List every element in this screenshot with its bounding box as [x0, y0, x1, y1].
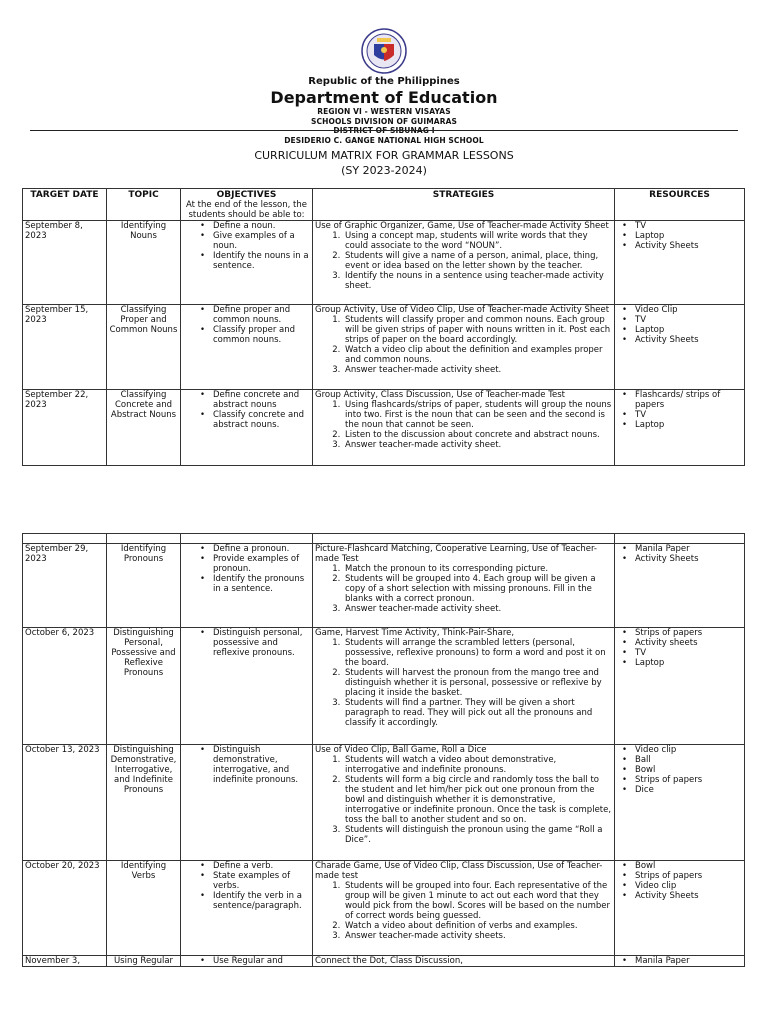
- objective-item: • Define a pronoun.: [213, 544, 310, 554]
- target-date-cell: September 29, 2023: [23, 544, 107, 628]
- objective-item: • Classify proper and common nouns.: [213, 325, 310, 345]
- resource-item: • Manila Paper: [635, 544, 742, 554]
- target-date-cell: November 3,: [23, 956, 107, 967]
- strategy-step: 2. Watch a video about definition of verbs and examples.: [343, 921, 612, 931]
- resource-item: • TV: [635, 221, 742, 231]
- topic-cell: Using Regular: [107, 956, 181, 967]
- objectives-cell: [181, 390, 313, 466]
- resources-cell: [615, 861, 745, 956]
- strategy-steps-list: [315, 564, 612, 614]
- strategies-cell: [313, 305, 615, 390]
- strategy-intro: Connect the Dot, Class Discussion,: [315, 956, 463, 966]
- table-row: [23, 390, 745, 466]
- republic-line: Republic of the Philippines: [308, 76, 460, 87]
- header-resources: RESOURCES: [615, 189, 745, 221]
- table-header-row: [23, 189, 745, 221]
- resources-list: [617, 390, 742, 430]
- resource-item: • Activity Sheets: [635, 891, 742, 901]
- resources-cell: [615, 305, 745, 390]
- school-line: DESIDERIO C. GANGE NATIONAL HIGH SCHOOL: [284, 135, 484, 145]
- resources-list: [617, 628, 742, 668]
- strategy-step: 3. Answer teacher-made activity sheets.: [343, 931, 612, 941]
- header-strategies: STRATEGIES: [313, 189, 615, 221]
- strategy-intro: Use of Video Clip, Ball Game, Roll a Dice: [315, 745, 487, 755]
- resources-list: [617, 221, 742, 251]
- strategy-step: 1. Using a concept map, students will write words that they could associate to the word “NOUN”.: [343, 231, 612, 251]
- objective-item: • Give examples of a noun.: [213, 231, 310, 251]
- resource-item: • Laptop: [635, 658, 742, 668]
- objectives-cell: [181, 544, 313, 628]
- resources-list: [617, 745, 742, 795]
- objectives-list: [183, 745, 310, 785]
- resource-item: • Video clip: [635, 745, 742, 755]
- objective-item: • Define concrete and abstract nouns: [213, 390, 310, 410]
- strategies-cell: [313, 544, 615, 628]
- strategies-cell: [313, 628, 615, 745]
- objectives-cell: [181, 956, 313, 967]
- objectives-cell: [181, 628, 313, 745]
- curriculum-table-page-1: [22, 188, 745, 466]
- table-row: [23, 956, 745, 967]
- blank-cell: [107, 534, 181, 544]
- objective-item: • State examples of verbs.: [213, 871, 310, 891]
- blank-cell: [181, 534, 313, 544]
- resources-list: [617, 544, 742, 564]
- objective-item: • Provide examples of pronoun.: [213, 554, 310, 574]
- title-line-1: CURRICULUM MATRIX FOR GRAMMAR LESSONS: [254, 149, 514, 162]
- strategy-step: 1. Using flashcards/strips of paper, students will group the nouns into two. First is the noun that can be seen and the second is the noun that cannot be seen.: [343, 400, 612, 430]
- table-row: [23, 221, 745, 305]
- objectives-list: [183, 628, 310, 658]
- resource-item: • TV: [635, 315, 742, 325]
- target-date-cell: October 20, 2023: [23, 861, 107, 956]
- strategy-step: 2. Students will harvest the pronoun from the mango tree and distinguish whether it is personal, possessive or reflexive by placing it inside the basket.: [343, 668, 612, 698]
- resource-item: • Manila Paper: [635, 956, 742, 966]
- blank-header-row: [23, 534, 745, 544]
- objective-item: • Identify the pronouns in a sentence.: [213, 574, 310, 594]
- objective-item: • Define proper and common nouns.: [213, 305, 310, 325]
- resources-cell: [615, 390, 745, 466]
- target-date-cell: October 13, 2023: [23, 745, 107, 861]
- strategy-steps-list: [315, 400, 612, 450]
- resources-cell: [615, 628, 745, 745]
- table-row: [23, 861, 745, 956]
- strategy-step: 3. Answer teacher-made activity sheet.: [343, 604, 612, 614]
- target-date-cell: September 22, 2023: [23, 390, 107, 466]
- title-line-2: (SY 2023-2024): [341, 164, 427, 177]
- strategy-intro: Group Activity, Use of Video Clip, Use of Teacher-made Activity Sheet: [315, 305, 610, 315]
- objectives-list: [183, 305, 310, 345]
- header-topic: TOPIC: [107, 189, 181, 221]
- resource-item: • Video clip: [635, 881, 742, 891]
- resources-list: [617, 861, 742, 901]
- strategy-step: 2. Listen to the discussion about concrete and abstract nouns.: [343, 430, 612, 440]
- strategy-step: 1. Students will arrange the scrambled letters (personal, possessive, reflexive pronouns) to form a word and post it on the board.: [343, 638, 612, 668]
- resource-item: • Ball: [635, 755, 742, 765]
- objectives-list: [183, 861, 310, 911]
- objectives-list: [183, 390, 310, 430]
- table-body-page-1: [23, 221, 745, 466]
- strategies-cell: [313, 861, 615, 956]
- strategy-step: 1. Students will classify proper and common nouns. Each group will be given strips of paper with nouns written in it. Post each strips of paper on the board accordingly.: [343, 315, 612, 345]
- resource-item: • TV: [635, 648, 742, 658]
- target-date-cell: September 15, 2023: [23, 305, 107, 390]
- department-name: Department of Education: [270, 88, 498, 107]
- resource-item: • Strips of papers: [635, 628, 742, 638]
- strategy-intro: Picture-Flashcard Matching, Cooperative Learning, Use of Teacher-made Test: [315, 544, 597, 564]
- resource-item: • Laptop: [635, 231, 742, 241]
- header-target-date: TARGET DATE: [23, 189, 107, 221]
- resource-item: • Activity Sheets: [635, 335, 742, 345]
- objective-item: • Distinguish personal, possessive and reflexive pronouns.: [213, 628, 310, 658]
- resources-list: [617, 956, 742, 966]
- resource-item: • Dice: [635, 785, 742, 795]
- objective-item: • Identify the nouns in a sentence.: [213, 251, 310, 271]
- objectives-cell: [181, 745, 313, 861]
- table-row: [23, 628, 745, 745]
- objectives-cell: [181, 861, 313, 956]
- strategy-step: 3. Answer teacher-made activity sheet.: [343, 365, 612, 375]
- objective-item: • Use Regular and: [213, 956, 310, 966]
- blank-cell: [313, 534, 615, 544]
- strategy-step: 1. Match the pronoun to its corresponding picture.: [343, 564, 612, 574]
- topic-cell: Classifying Concrete and Abstract Nouns: [107, 390, 181, 466]
- strategy-steps-list: [315, 231, 612, 291]
- topic-cell: Distinguishing Personal, Possessive and Reflexive Pronouns: [107, 628, 181, 745]
- division-line: SCHOOLS DIVISION OF GUIMARAS: [311, 116, 457, 126]
- header-objectives: [181, 189, 313, 221]
- resource-item: • Flashcards/ strips of papers: [635, 390, 742, 410]
- strategies-cell: [313, 745, 615, 861]
- resources-cell: [615, 544, 745, 628]
- objective-item: • Identify the verb in a sentence/paragraph.: [213, 891, 310, 911]
- objectives-list: [183, 221, 310, 271]
- blank-cell: [615, 534, 745, 544]
- objective-item: • Define a verb.: [213, 861, 310, 871]
- topic-cell: Identifying Verbs: [107, 861, 181, 956]
- resources-cell: [615, 745, 745, 861]
- strategy-intro: Game, Harvest Time Activity, Think-Pair-Share,: [315, 628, 515, 638]
- strategy-step: 1. Students will watch a video about demonstrative, interrogative and indefinite pronouns.: [343, 755, 612, 775]
- topic-cell: Classifying Proper and Common Nouns: [107, 305, 181, 390]
- resource-item: • Strips of papers: [635, 871, 742, 881]
- resource-item: • Video Clip: [635, 305, 742, 315]
- strategy-step: 3. Answer teacher-made activity sheet.: [343, 440, 612, 450]
- strategy-step: 2. Watch a video clip about the definition and examples proper and common nouns.: [343, 345, 612, 365]
- strategy-step: 2. Students will form a big circle and randomly toss the ball to the student and let him/her pick out one pronoun from the bowl and distinguish whether it is demonstrative, interrogative or indefinite pronoun. Once the task is complete, toss the ball to another student and so on.: [343, 775, 612, 825]
- target-date-cell: October 6, 2023: [23, 628, 107, 745]
- resource-item: • Activity Sheets: [635, 554, 742, 564]
- objectives-cell: [181, 305, 313, 390]
- resource-item: • TV: [635, 410, 742, 420]
- strategy-step: 1. Students will be grouped into four. Each representative of the group will be given 1 minute to act out each word that they would pick from the bowl. Scores will be based on the number of correct words being guessed.: [343, 881, 612, 921]
- table-body-page-2: [23, 534, 745, 967]
- header-divider: [30, 130, 738, 131]
- strategy-steps-list: [315, 881, 612, 941]
- region-line: REGION VI - WESTERN VISAYAS: [317, 107, 451, 116]
- strategies-cell: [313, 390, 615, 466]
- resources-list: [617, 305, 742, 345]
- resource-item: • Activity Sheets: [635, 241, 742, 251]
- objective-item: • Define a noun.: [213, 221, 310, 231]
- resource-item: • Laptop: [635, 325, 742, 335]
- topic-cell: Identifying Nouns: [107, 221, 181, 305]
- resource-item: • Activity sheets: [635, 638, 742, 648]
- blank-cell: [23, 534, 107, 544]
- strategy-step: 2. Students will give a name of a person, animal, place, thing, event or idea based on the letter shown by the teacher.: [343, 251, 612, 271]
- strategy-steps-list: [315, 315, 612, 375]
- strategy-step: 2. Students will be grouped into 4. Each group will be given a copy of a short selection with missing pronouns. Fill in the blanks with a correct pronoun.: [343, 574, 612, 604]
- strategy-steps-list: [315, 755, 612, 845]
- strategy-intro: Charade Game, Use of Video Clip, Class Discussion, Use of Teacher-made test: [315, 861, 603, 881]
- header-objectives-sub: At the end of the lesson, the students should be able to:: [185, 200, 307, 220]
- letterhead: [0, 28, 768, 145]
- topic-cell: Identifying Pronouns: [107, 544, 181, 628]
- topic-cell: Distinguishing Demonstrative, Interrogative, and Indefinite Pronouns: [107, 745, 181, 861]
- strategies-cell: [313, 221, 615, 305]
- resource-item: • Laptop: [635, 420, 742, 430]
- district-line: DISTRICT OF SIBUNAG I: [333, 126, 435, 135]
- table-row: [23, 305, 745, 390]
- strategy-step: 3. Identify the nouns in a sentence using teacher-made activity sheet.: [343, 271, 612, 291]
- resources-cell: [615, 221, 745, 305]
- strategy-step: 3. Students will find a partner. They will be given a short paragraph to read. They will pick out all the pronouns and classify it accordingly.: [343, 698, 612, 728]
- strategy-intro: Use of Graphic Organizer, Game, Use of Teacher-made Activity Sheet: [315, 221, 609, 231]
- resource-item: • Bowl: [635, 765, 742, 775]
- deped-seal-icon: [361, 28, 407, 74]
- resource-item: • Bowl: [635, 861, 742, 871]
- objective-item: • Distinguish demonstrative, interrogative, and indefinite pronouns.: [213, 745, 310, 785]
- objectives-cell: [181, 221, 313, 305]
- objective-item: • Classify concrete and abstract nouns.: [213, 410, 310, 430]
- target-date-cell: September 8, 2023: [23, 221, 107, 305]
- document-title: [0, 148, 768, 178]
- strategy-steps-list: [315, 638, 612, 728]
- strategy-step: 3. Students will distinguish the pronoun using the game “Roll a Dice”.: [343, 825, 612, 845]
- objectives-list: [183, 544, 310, 594]
- strategies-cell: [313, 956, 615, 967]
- objectives-list: [183, 956, 310, 966]
- curriculum-table-page-2: [22, 533, 745, 967]
- resource-item: • Strips of papers: [635, 775, 742, 785]
- table-row: [23, 745, 745, 861]
- table-row: [23, 544, 745, 628]
- header-objectives-label: OBJECTIVES: [216, 190, 277, 200]
- strategy-intro: Group Activity, Class Discussion, Use of Teacher-made Test: [315, 390, 565, 400]
- resources-cell: [615, 956, 745, 967]
